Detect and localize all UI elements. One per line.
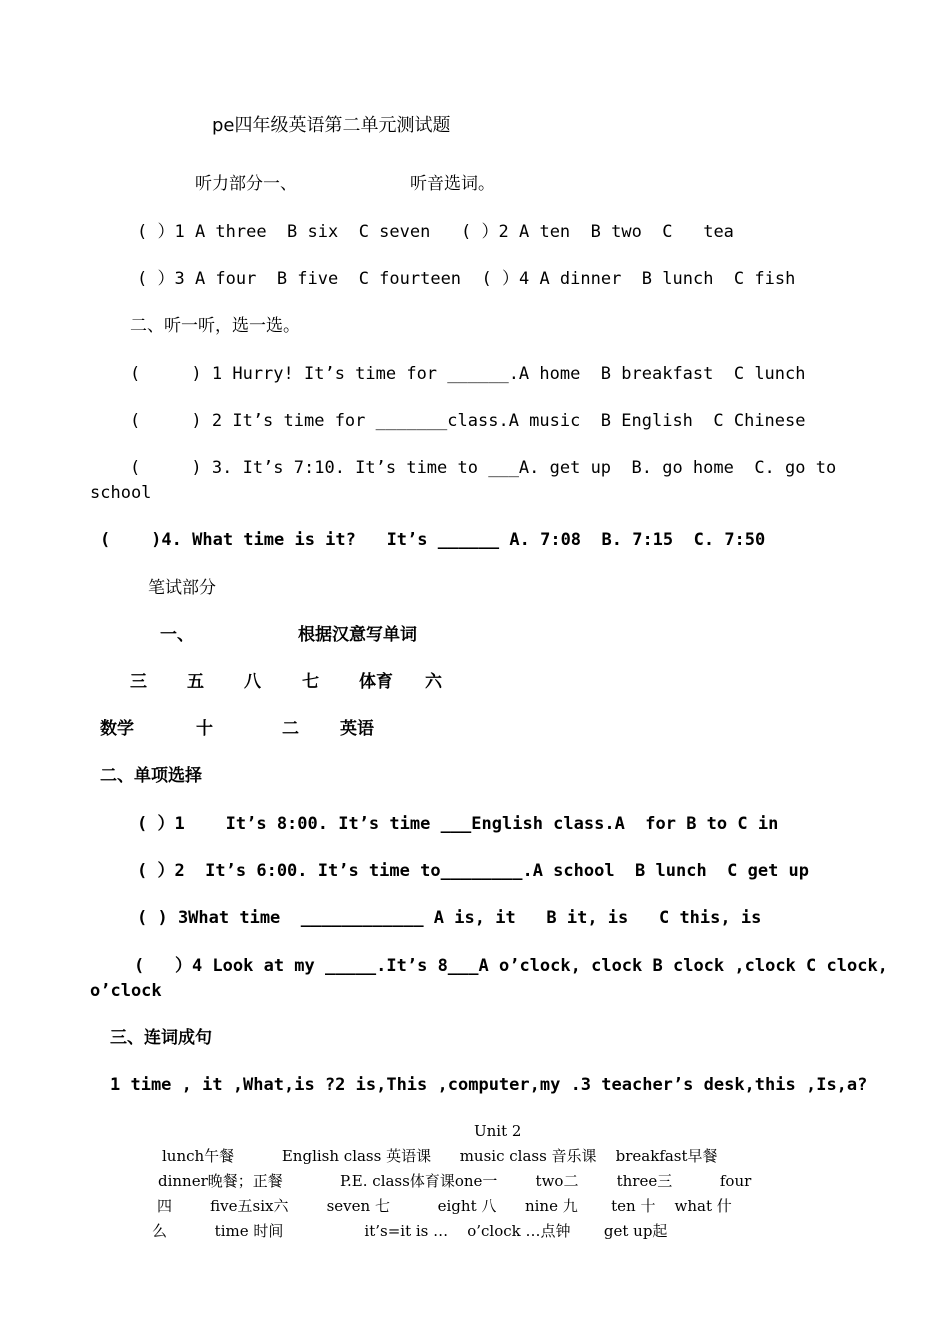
word-item: 英语 [340,719,374,739]
word-item: 二 [282,719,299,739]
vocab-line-3: 四 five五six六 seven 七 eight 八 nine 九 ten 十 what 什 [157,1197,732,1215]
document-title: pe四年级英语第二单元测试题 [212,115,451,136]
word-item: 七 [302,672,319,692]
listening-question-row-2: ( ）3 A four B five C fourteen ( ）4 A dinner B lunch C fish [137,269,796,289]
word-item: 八 [244,672,261,692]
listening-question-row-1: ( ）1 A three B six C seven ( ）2 A ten B two C tea [137,222,734,242]
word-item: 三 [130,672,147,692]
section-2-question-1: ( ) 1 Hurry! It’s time for ______.A home B breakfast C lunch [130,364,806,384]
written-part-1-title: 根据汉意写单词 [298,625,417,645]
word-item: 五 [187,672,204,692]
single-choice-question-3: ( ) 3What time ____________ A is, it B it, is C this, is [137,908,762,928]
sentences-heading: 三、连词成句 [110,1028,212,1048]
sentences-line: 1 time , it ,What,is ?2 is,This ,computer,my .3 teacher’s desk,this ,Is,a? [110,1075,868,1095]
word-item: 十 [196,719,213,739]
single-choice-question-4-wrap: o’clock [90,981,162,1001]
single-choice-heading: 二、单项选择 [100,766,202,786]
section-2-question-3-wrap: school [90,483,152,503]
section-2-question-3: ( ) 3. It’s 7:10. It’s time to ___A. get up B. go home C. go to [130,458,837,478]
word-item: 数学 [100,719,134,739]
section-2-heading: 二、听一听，选一选。 [130,316,300,336]
vocab-line-2: dinner晚餐；正餐 P.E. class体育课one一 two二 three三 four [158,1172,752,1190]
listening-subheading: 听音选词。 [410,174,495,194]
vocab-line-4: 么 time 时间 it’s=it is … o’clock …点钟 get up起 [152,1222,668,1240]
written-heading: 笔试部分 [148,578,216,598]
vocab-line-1: lunch午餐 English class 英语课 music class 音乐课 breakfast早餐 [162,1147,718,1165]
word-item: 六 [425,672,442,692]
single-choice-question-4: ( ）4 Look at my _____.It’s 8___A o’clock, clock B clock ,clock C clock, [134,956,888,976]
section-2-question-2: ( ) 2 It’s time for _______class.A music B English C Chinese [130,411,806,431]
single-choice-question-1: ( ）1 It’s 8:00. It’s time ___English class.A for B to C in [137,814,779,834]
section-2-question-4: ( )4. What time is it? It’s ______ A. 7:08 B. 7:15 C. 7:50 [100,530,766,550]
listening-heading: 听力部分一、 [195,174,297,194]
single-choice-question-2: ( ）2 It’s 6:00. It’s time to________.A school B lunch C get up [137,861,810,881]
written-part-1-number: 一、 [160,625,194,645]
word-item: 体育 [359,672,393,692]
vocab-title: Unit 2 [474,1122,522,1140]
